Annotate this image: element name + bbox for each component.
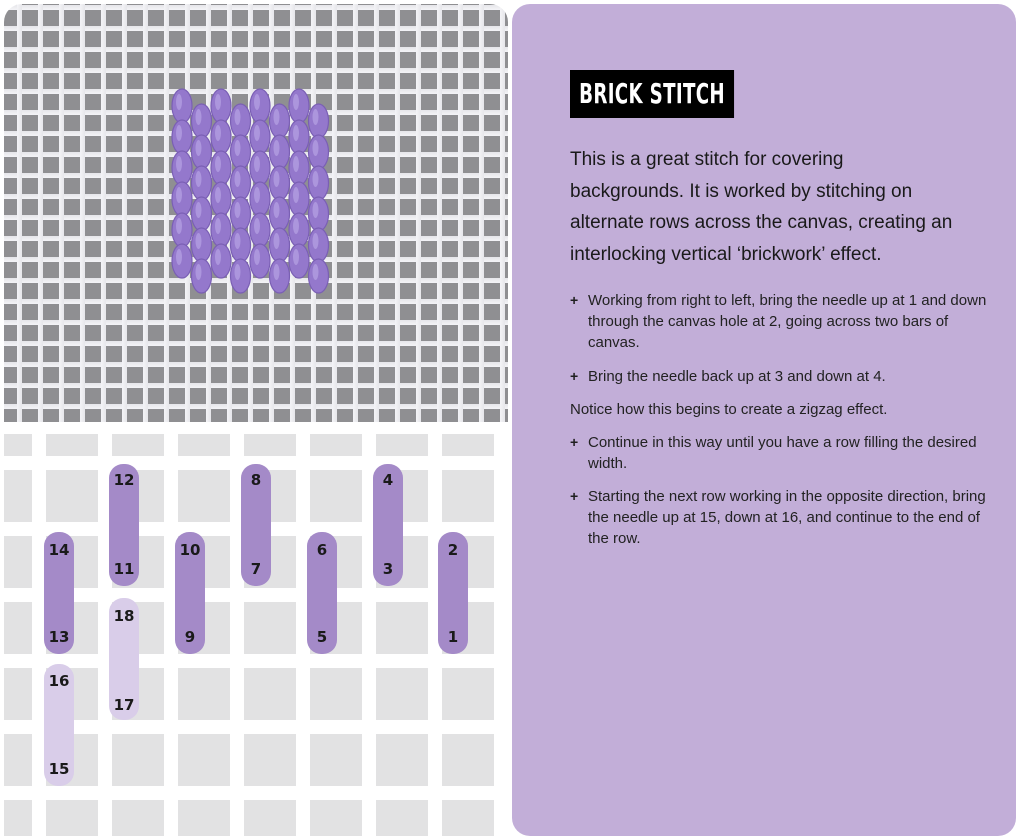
- yarn-highlight: [254, 125, 260, 141]
- yarn-highlight: [215, 249, 221, 265]
- yarn-highlight: [274, 264, 280, 280]
- yarn-highlight: [215, 187, 221, 203]
- yarn-stitch: [309, 135, 329, 169]
- yarn-highlight: [313, 171, 319, 187]
- note-text: Notice how this begins to create a zigzag effect.: [570, 401, 888, 418]
- canvas-grid-cell: [376, 434, 428, 456]
- stitch-number-3: 3: [382, 560, 394, 578]
- yarn-stitch: [172, 151, 192, 185]
- yarn-stitch: [172, 120, 192, 154]
- canvas-grid-cell: [112, 800, 164, 836]
- yarn-stitch: [309, 228, 329, 262]
- canvas-grid-cell: [376, 734, 428, 786]
- canvas-grid-cell: [310, 668, 362, 720]
- yarn-stitch: [250, 120, 270, 154]
- yarn-stitch: [270, 166, 290, 200]
- yarn-highlight: [254, 218, 260, 234]
- canvas-grid-cell: [442, 734, 494, 786]
- stitch-number-15: 15: [48, 760, 70, 778]
- yarn-stitch: [250, 213, 270, 247]
- step-1: [570, 290, 988, 353]
- yarn-stitch: [250, 89, 270, 123]
- yarn-stitch: [309, 166, 329, 200]
- canvas-grid-cell: [178, 800, 230, 836]
- yarn-highlight: [235, 233, 241, 249]
- yarn-stitch: [211, 244, 231, 278]
- plus-bullet-icon: +: [570, 292, 579, 308]
- canvas-grid-cell: [4, 800, 32, 836]
- stitch-number-11: 11: [113, 560, 135, 578]
- instruction-panel: [512, 4, 1016, 836]
- stitch-number-9: 9: [184, 628, 196, 646]
- yarn-stitch: [289, 151, 309, 185]
- canvas-grid-cell: [244, 602, 296, 654]
- step-3-text: Continue in this way until you have a row filling the desired width.: [588, 434, 977, 472]
- yarn-stitch: [309, 197, 329, 231]
- yarn-highlight: [274, 233, 280, 249]
- yarn-stitch: [211, 213, 231, 247]
- yarn-stitch: [192, 104, 212, 138]
- stitch-number-5: 5: [316, 628, 328, 646]
- stitch-number-14: 14: [48, 541, 70, 559]
- yarn-highlight: [254, 249, 260, 265]
- step-1-text: Working from right to left, bring the needle up at 1 and down through the canvas hole at 2, going across two bars of canvas.: [588, 292, 987, 351]
- yarn-highlight: [293, 156, 299, 172]
- yarn-stitch: [172, 89, 192, 123]
- yarn-highlight: [215, 94, 221, 110]
- canvas-grid-cell: [46, 470, 98, 522]
- canvas-grid-cell: [46, 434, 98, 456]
- canvas-grid-cell: [4, 602, 32, 654]
- yarn-highlight: [293, 94, 299, 110]
- yarn-highlight: [274, 140, 280, 156]
- yarn-stitch: [270, 197, 290, 231]
- step-4: [570, 486, 988, 549]
- yarn-highlight: [196, 264, 202, 280]
- yarn-stitch: [289, 89, 309, 123]
- yarn-highlight: [176, 125, 182, 141]
- yarn-stitch: [270, 228, 290, 262]
- yarn-highlight: [274, 109, 280, 125]
- canvas-grid-cell: [244, 668, 296, 720]
- yarn-highlight: [235, 109, 241, 125]
- stitch-number-6: 6: [316, 541, 328, 559]
- yarn-stitch: [309, 259, 329, 293]
- canvas-grid-cell: [4, 734, 32, 786]
- canvas-grid-cell: [178, 470, 230, 522]
- yarn-highlight: [313, 202, 319, 218]
- canvas-grid-cell: [442, 668, 494, 720]
- canvas-grid-cell: [4, 470, 32, 522]
- yarn-highlight: [176, 156, 182, 172]
- yarn-stitch: [192, 228, 212, 262]
- yarn-highlight: [274, 202, 280, 218]
- yarn-stitch: [192, 166, 212, 200]
- canvas-grid-cell: [178, 434, 230, 456]
- yarn-highlight: [235, 264, 241, 280]
- yarn-highlight: [293, 249, 299, 265]
- intro-paragraph: This is a great stitch for covering backgrounds. It is worked by stitching on alternate rows across the canvas, creating an interlocking vertical ‘brickwork’ effect.: [570, 149, 953, 265]
- yarn-highlight: [274, 171, 280, 187]
- plus-bullet-icon: +: [570, 488, 579, 504]
- yarn-stitch: [250, 151, 270, 185]
- yarn-stitch: [231, 197, 251, 231]
- yarn-highlight: [176, 94, 182, 110]
- step-4-text: Starting the next row working in the opposite direction, bring the needle up at 15, down at 16, and continue to the end of the row.: [588, 488, 986, 547]
- canvas-grid-cell: [178, 734, 230, 786]
- yarn-stitch: [172, 244, 192, 278]
- yarn-highlight: [196, 140, 202, 156]
- stitch-number-8: 8: [250, 471, 262, 489]
- canvas-grid-cell: [376, 800, 428, 836]
- canvas-grid-cell: [442, 800, 494, 836]
- yarn-stitch: [250, 244, 270, 278]
- canvas-grid-cell: [112, 434, 164, 456]
- stitch-number-18: 18: [113, 607, 135, 625]
- canvas-grid-cell: [4, 536, 32, 588]
- yarn-stitch: [289, 213, 309, 247]
- yarn-stitch: [309, 104, 329, 138]
- canvas-grid-cell: [4, 434, 32, 456]
- stitch-number-12: 12: [113, 471, 135, 489]
- step-2-text: Bring the needle back up at 3 and down at 4.: [588, 368, 886, 385]
- canvas-grid-cell: [244, 434, 296, 456]
- yarn-highlight: [235, 202, 241, 218]
- yarn-stitch: [231, 228, 251, 262]
- stitch-diagram: [4, 434, 508, 836]
- yarn-highlight: [176, 218, 182, 234]
- yarn-highlight: [293, 218, 299, 234]
- yarn-stitch: [270, 259, 290, 293]
- yarn-stitch: [250, 182, 270, 216]
- yarn-highlight: [293, 125, 299, 141]
- stitch-number-7: 7: [250, 560, 262, 578]
- canvas-grid-cell: [178, 668, 230, 720]
- canvas-grid-cell: [310, 470, 362, 522]
- page-title: BRICK STITCH: [570, 70, 734, 118]
- stitch-number-13: 13: [48, 628, 70, 646]
- yarn-highlight: [235, 171, 241, 187]
- yarn-highlight: [215, 125, 221, 141]
- canvas-grid-cell: [310, 434, 362, 456]
- stitch-number-16: 16: [48, 672, 70, 690]
- yarn-highlight: [196, 202, 202, 218]
- yarn-highlight: [215, 218, 221, 234]
- stitch-number-17: 17: [113, 696, 135, 714]
- yarn-stitch: [270, 135, 290, 169]
- yarn-stitch: [270, 104, 290, 138]
- yarn-stitches-graphic: [4, 4, 508, 422]
- yarn-highlight: [176, 249, 182, 265]
- yarn-highlight: [235, 140, 241, 156]
- plus-bullet-icon: +: [570, 434, 579, 450]
- yarn-stitch: [231, 104, 251, 138]
- canvas-grid-cell: [46, 800, 98, 836]
- yarn-stitch: [211, 151, 231, 185]
- stitch-number-1: 1: [447, 628, 459, 646]
- canvas-grid-cell: [376, 602, 428, 654]
- stitch-number-2: 2: [447, 541, 459, 559]
- stitch-number-10: 10: [179, 541, 201, 559]
- plus-bullet-icon: +: [570, 368, 579, 384]
- yarn-stitch: [211, 182, 231, 216]
- canvas-grid-cell: [112, 734, 164, 786]
- canvas-grid-cell: [442, 434, 494, 456]
- canvas-grid-cell: [244, 734, 296, 786]
- yarn-stitch: [289, 120, 309, 154]
- yarn-highlight: [215, 156, 221, 172]
- yarn-stitch: [231, 166, 251, 200]
- canvas-grid-cell: [244, 800, 296, 836]
- yarn-stitch: [211, 89, 231, 123]
- canvas-grid-cell: [310, 734, 362, 786]
- yarn-highlight: [313, 264, 319, 280]
- yarn-stitch: [289, 244, 309, 278]
- yarn-highlight: [293, 187, 299, 203]
- yarn-stitch: [211, 120, 231, 154]
- yarn-stitch: [172, 213, 192, 247]
- stitch-sample-photo: [4, 4, 508, 422]
- yarn-highlight: [313, 109, 319, 125]
- yarn-highlight: [196, 233, 202, 249]
- canvas-grid-cell: [376, 668, 428, 720]
- canvas-grid-cell: [4, 668, 32, 720]
- yarn-highlight: [196, 109, 202, 125]
- yarn-highlight: [254, 187, 260, 203]
- yarn-stitch: [192, 259, 212, 293]
- canvas-grid-cell: [310, 800, 362, 836]
- yarn-highlight: [196, 171, 202, 187]
- stitch-number-4: 4: [382, 471, 394, 489]
- yarn-highlight: [313, 233, 319, 249]
- yarn-highlight: [176, 187, 182, 203]
- yarn-highlight: [254, 94, 260, 110]
- yarn-highlight: [313, 140, 319, 156]
- yarn-stitch: [192, 197, 212, 231]
- yarn-highlight: [254, 156, 260, 172]
- yarn-stitch: [289, 182, 309, 216]
- step-2: [570, 366, 988, 387]
- yarn-stitch: [231, 259, 251, 293]
- yarn-stitch: [231, 135, 251, 169]
- canvas-grid-cell: [442, 470, 494, 522]
- yarn-stitch: [172, 182, 192, 216]
- step-3: [570, 432, 988, 474]
- yarn-stitch: [192, 135, 212, 169]
